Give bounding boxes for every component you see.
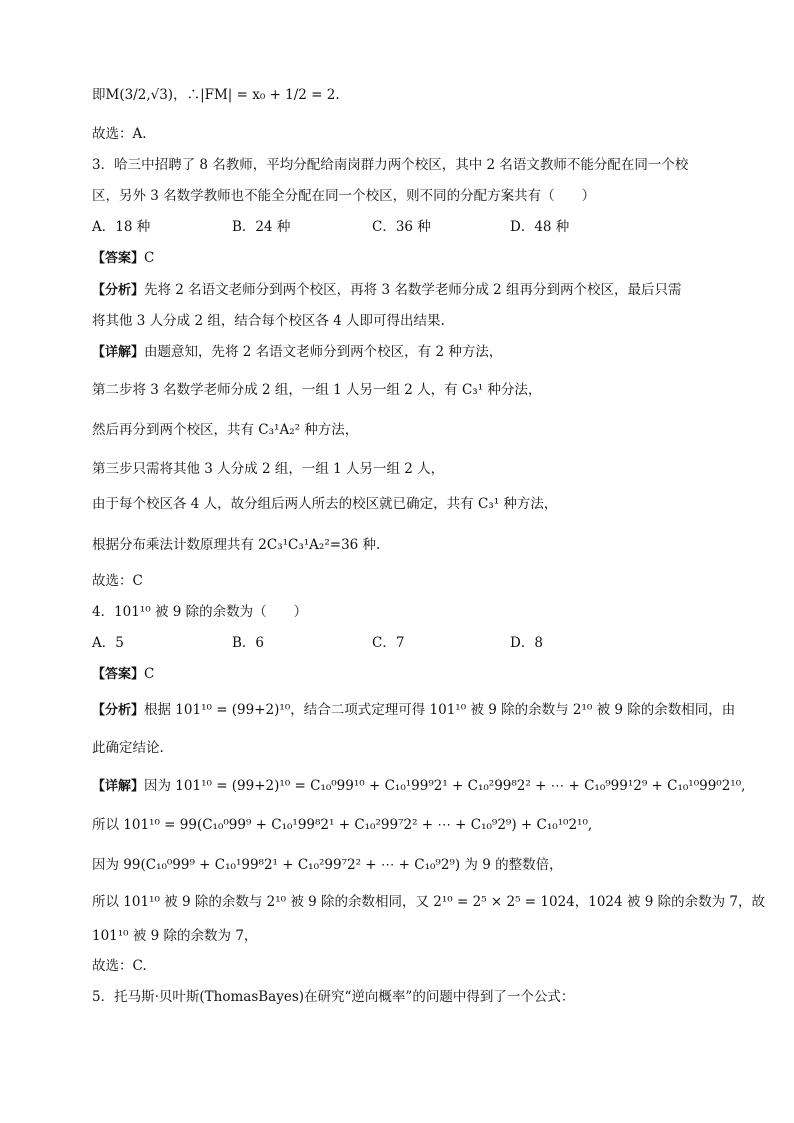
detail-text: 因为 101¹⁰ = (99+2)¹⁰ = C₁₀⁰99¹⁰ + C₁₀¹99⁹2¹ + C₁₀²99⁸2² + ⋯ + C₁₀⁹99¹2⁹ + C₁₀¹⁰99⁰2¹⁰, bbox=[144, 778, 746, 794]
q4-option-d: D．8 bbox=[510, 635, 543, 651]
q3-option-b: B．24 种 bbox=[232, 219, 291, 235]
q3-analysis-line-2: 将其他 3 人分成 2 组，结合每个校区各 4 人即可得出结果. bbox=[92, 313, 445, 329]
q3-detail-line-6: 根据分布乘法计数原理共有 2C₃¹C₃¹A₂²=36 种. bbox=[92, 537, 381, 553]
q4-detail-line-4: 所以 101¹⁰ 被 9 除的余数与 2¹⁰ 被 9 除的余数相同，又 2¹⁰ = 2⁵ × 2⁵ = 1024，1024 被 9 除的余数为 7，故 bbox=[92, 894, 765, 910]
q5-stem: 5．托马斯·贝叶斯(ThomasBayes)在研究“逆向概率”的问题中得到了一个公式： bbox=[92, 989, 575, 1005]
q4-choice: 故选：C. bbox=[92, 958, 147, 974]
q3-answer bbox=[92, 248, 154, 269]
q3-detail-line-1 bbox=[92, 342, 502, 363]
detail-tag: 【详解】 bbox=[92, 779, 145, 794]
q4-analysis-line-2: 此确定结论. bbox=[92, 740, 164, 756]
q3-stem-line-2: 区，另外 3 名数学教师也不能全分配在同一个校区，则不同的分配方案共有（ ） bbox=[92, 188, 596, 204]
q3-detail-line-3: 然后再分到两个校区，共有 C₃¹A₂² 种方法， bbox=[92, 422, 359, 438]
q3-detail-line-4: 第三步只需将其他 3 人分成 2 组，一组 1 人另一组 2 人， bbox=[92, 461, 445, 477]
analysis-tag: 【分析】 bbox=[92, 283, 145, 298]
answer-tag: 【答案】 bbox=[92, 251, 145, 266]
q4-detail-line-5: 101¹⁰ 被 9 除的余数为 7， bbox=[92, 928, 258, 944]
q4-option-c: C．7 bbox=[372, 635, 405, 651]
q4-detail-line-2: 所以 101¹⁰ = 99(C₁₀⁰99⁹ + C₁₀¹99⁸2¹ + C₁₀²99⁷2² + ⋯ + C₁₀⁹2⁹) + C₁₀¹⁰2¹⁰, bbox=[92, 817, 593, 833]
answer-value: C bbox=[144, 250, 155, 266]
q3-option-d: D．48 种 bbox=[510, 219, 570, 235]
answer-value: C bbox=[144, 666, 155, 682]
q4-stem: 4．101¹⁰ 被 9 除的余数为（ ） bbox=[92, 604, 308, 620]
q3-analysis-line-1 bbox=[92, 280, 682, 301]
q4-answer bbox=[92, 664, 154, 685]
q3-option-a: A．18 种 bbox=[92, 219, 151, 235]
q3-detail-line-2: 第二步将 3 名数学老师分成 2 组，一组 1 人另一组 2 人，有 C₃¹ 种分法， bbox=[92, 382, 542, 398]
analysis-text: 先将 2 名语文老师分到两个校区，再将 3 名数学老师分成 2 组再分到两个校区，最后只需 bbox=[144, 282, 682, 298]
q4-option-a: A．5 bbox=[92, 635, 124, 651]
analysis-text: 根据 101¹⁰ = (99+2)¹⁰，结合二项式定理可得 101¹⁰ 被 9 除的余数与 2¹⁰ 被 9 除的余数相同，由 bbox=[144, 702, 736, 718]
analysis-tag: 【分析】 bbox=[92, 703, 145, 718]
q3-option-c: C．36 种 bbox=[372, 219, 431, 235]
q3-detail-line-5: 由于每个校区各 4 人，故分组后两人所去的校区就已确定，共有 C₃¹ 种方法， bbox=[92, 496, 558, 512]
detail-tag: 【详解】 bbox=[92, 345, 145, 360]
q4-analysis-line-1 bbox=[92, 700, 735, 721]
q3-stem-line-1: 3．哈三中招聘了 8 名教师，平均分配给南岗群力两个校区，其中 2 名语文教师不能分配在同一个校 bbox=[92, 157, 689, 173]
q3-choice: 故选：C bbox=[92, 573, 143, 589]
detail-text: 由题意知，先将 2 名语文老师分到两个校区，有 2 种方法， bbox=[144, 344, 503, 360]
q2-answer-choice: 故选：A. bbox=[92, 126, 147, 142]
answer-tag: 【答案】 bbox=[92, 667, 145, 682]
q4-detail-line-3: 因为 99(C₁₀⁰99⁹ + C₁₀¹99⁸2¹ + C₁₀²99⁷2² + ⋯ + C₁₀⁹2⁹) 为 9 的整数倍， bbox=[92, 857, 563, 873]
q4-detail-line-1 bbox=[92, 776, 745, 797]
q4-option-b: B．6 bbox=[232, 635, 265, 651]
q2-solution-line: 即M(3/2,√3)，∴|FM| = x₀ + 1/2 = 2. bbox=[92, 87, 340, 103]
